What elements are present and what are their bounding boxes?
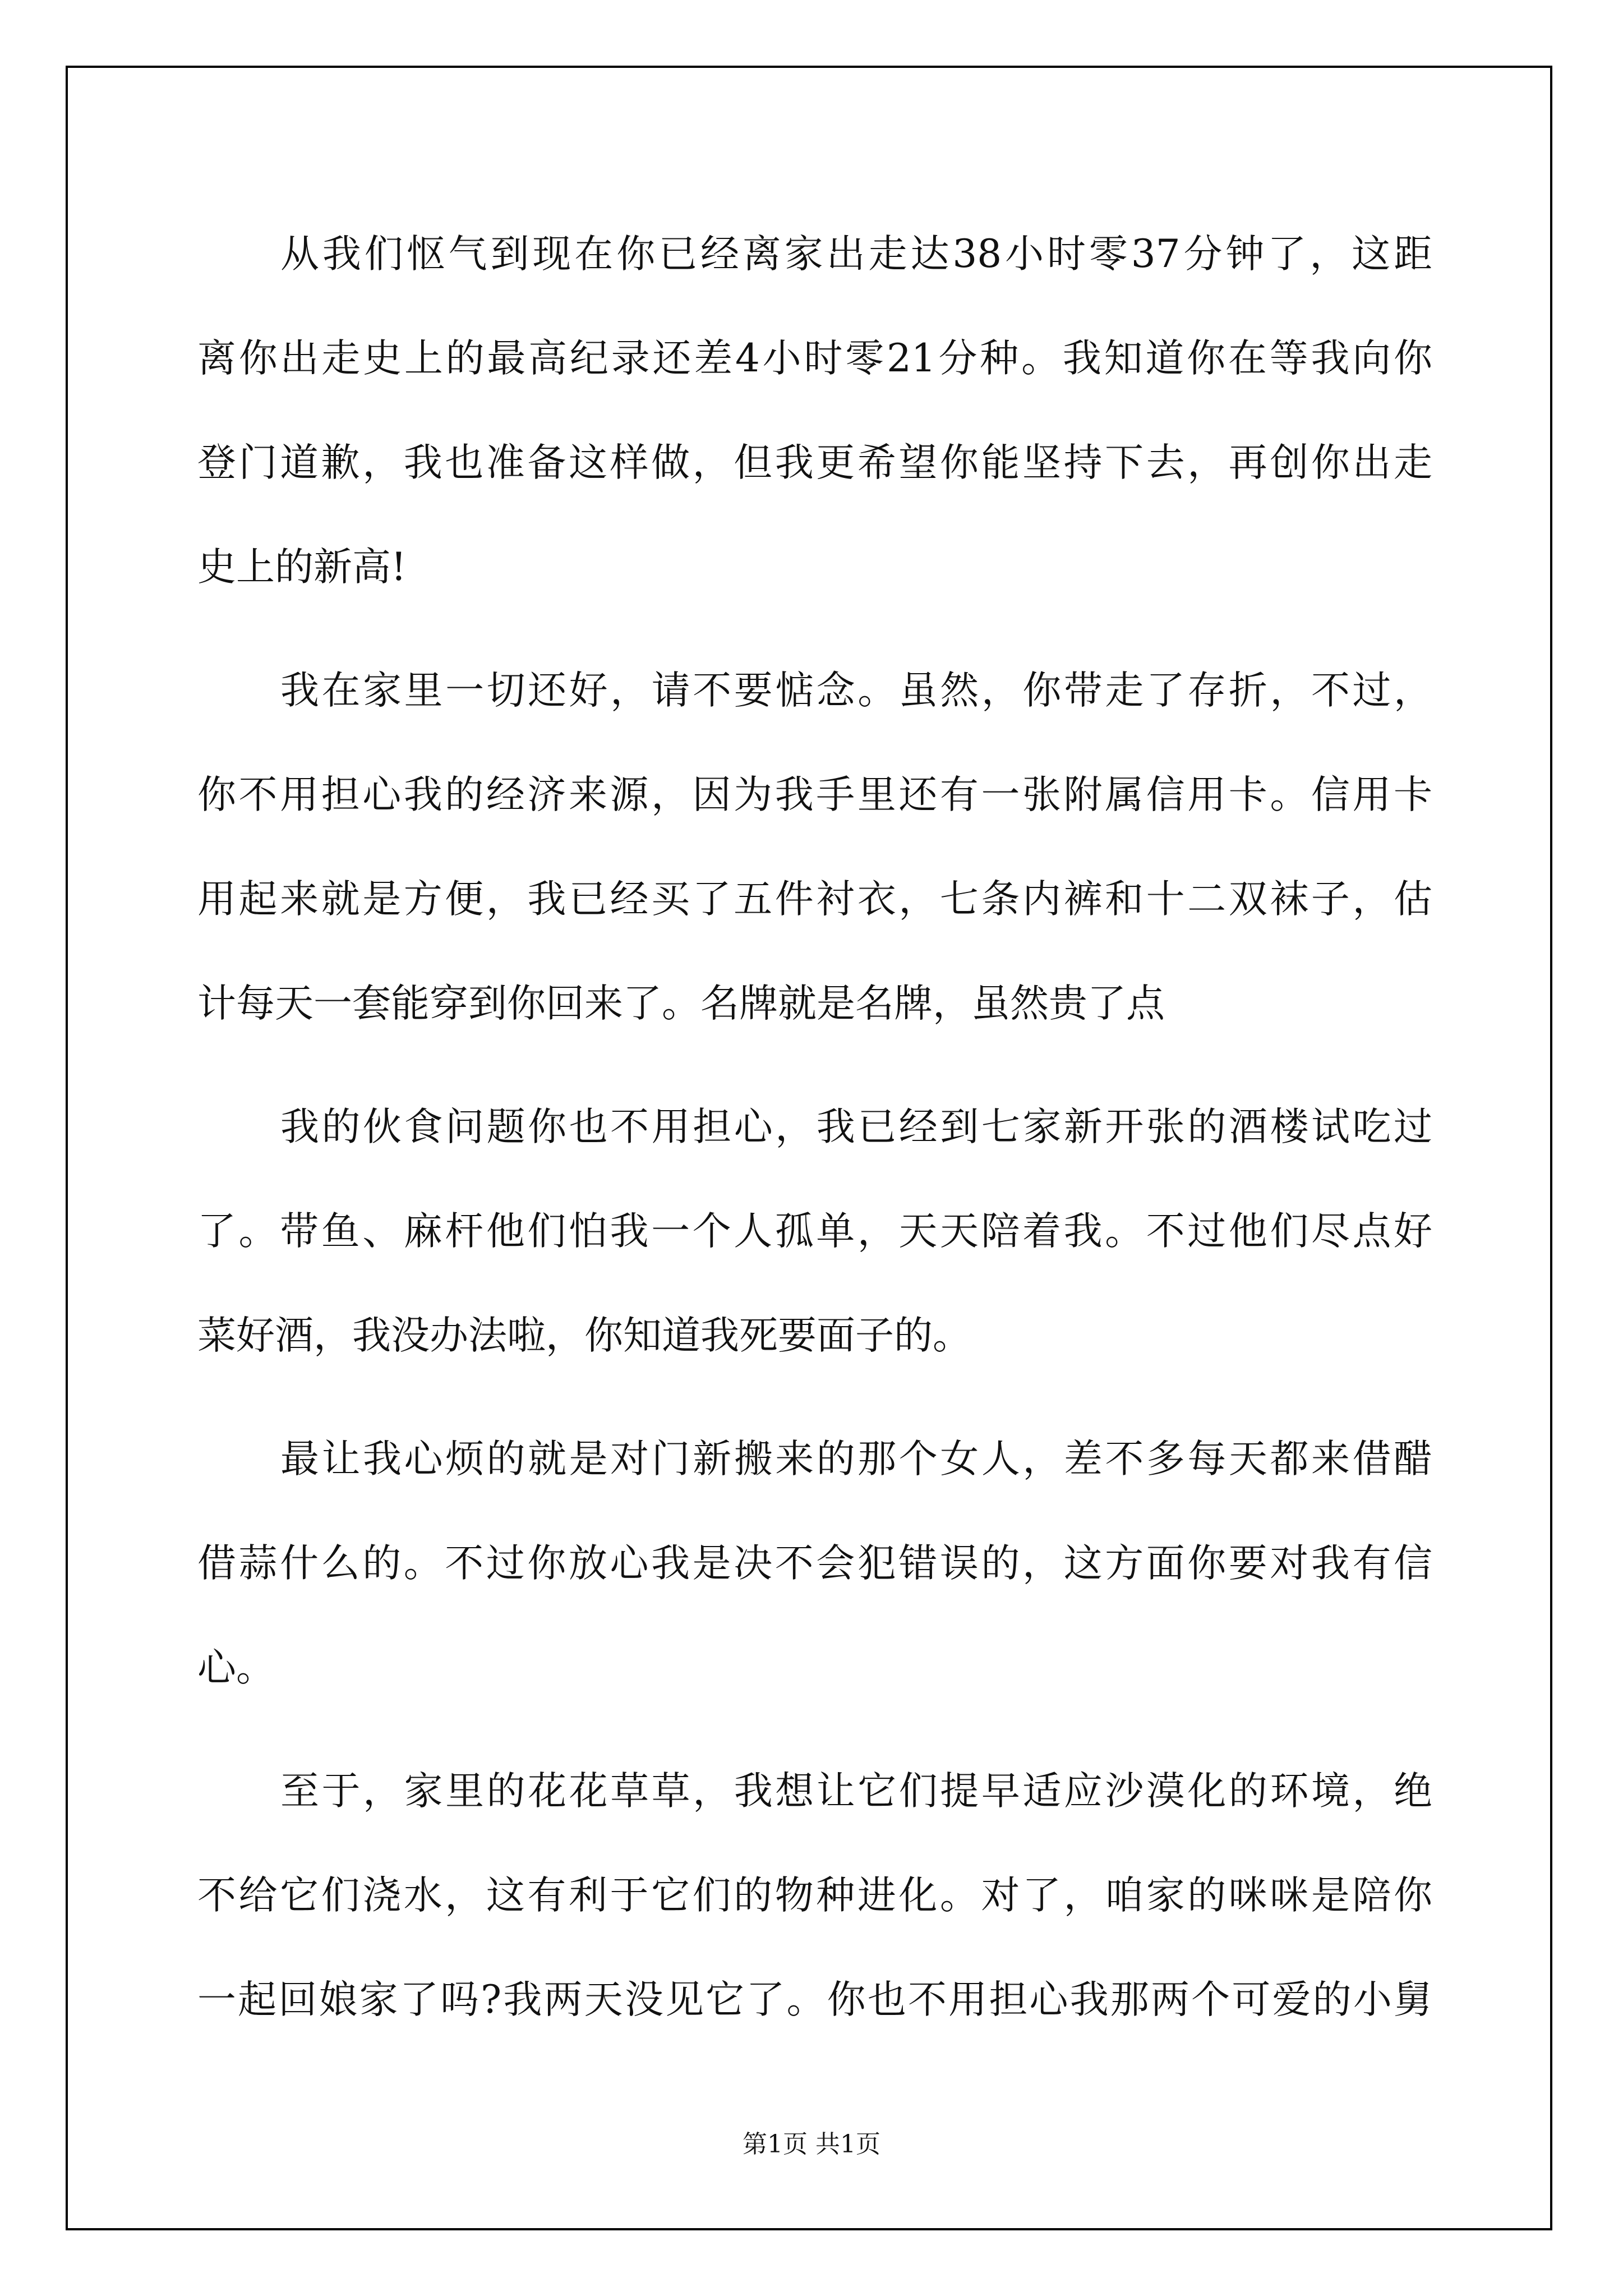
text-line: 一起回娘家了吗?我两天没见它了。你也不用担心我那两个可爱的小舅 — [197, 1977, 1432, 2022]
text-line: 我的伙食问题你也不用担心，我已经到七家新开张的酒楼试吃过 — [280, 1105, 1432, 1149]
text-line: 不给它们浇水，这有利于它们的物种进化。对了，咱家的咪咪是陪你 — [197, 1873, 1432, 1918]
text-line: 离你出走史上的最高纪录还差4小时零21分种。我知道你在等我向你 — [197, 336, 1432, 381]
text-line: 了。带鱼、麻杆他们怕我一个人孤单，天天陪着我。不过他们尽点好 — [197, 1209, 1432, 1254]
paragraph-5 — [197, 1739, 1432, 2052]
paragraph-2 — [197, 638, 1432, 1056]
text-line: 从我们怄气到现在你已经离家出走达38小时零37分钟了，这距 — [280, 232, 1432, 277]
text-line: 计每天一套能穿到你回来了。名牌就是名牌，虽然贵了点 — [197, 981, 1165, 1026]
text-line: 用起来就是方便，我已经买了五件衬衣，七条内裤和十二双袜子，估 — [197, 877, 1432, 922]
text-line: 你不用担心我的经济来源，因为我手里还有一张附属信用卡。信用卡 — [197, 772, 1432, 817]
text-line: 至于，家里的花花草草，我想让它们提早适应沙漠化的环境，绝 — [280, 1769, 1432, 1814]
text-line: 借蒜什么的。不过你放心我是决不会犯错误的，这方面你要对我有信 — [197, 1541, 1432, 1586]
paragraph-3 — [197, 1075, 1432, 1388]
text-line: 心。 — [197, 1645, 275, 1690]
text-line: 菜好酒，我没办法啦，你知道我死要面子的。 — [197, 1313, 971, 1358]
page-footer: 第1页 共1页 — [743, 2130, 880, 2159]
text-line: 史上的新高! — [197, 545, 407, 590]
document-body — [197, 202, 1432, 2071]
text-line: 登门道歉，我也准备这样做，但我更希望你能坚持下去，再创你出走 — [197, 440, 1432, 485]
paragraph-1 — [197, 202, 1432, 619]
text-line: 最让我心烦的就是对门新搬来的那个女人，差不多每天都来借醋 — [280, 1437, 1432, 1481]
text-line: 我在家里一切还好，请不要惦念。虽然，你带走了存折，不过， — [280, 668, 1432, 713]
paragraph-4 — [197, 1407, 1432, 1720]
